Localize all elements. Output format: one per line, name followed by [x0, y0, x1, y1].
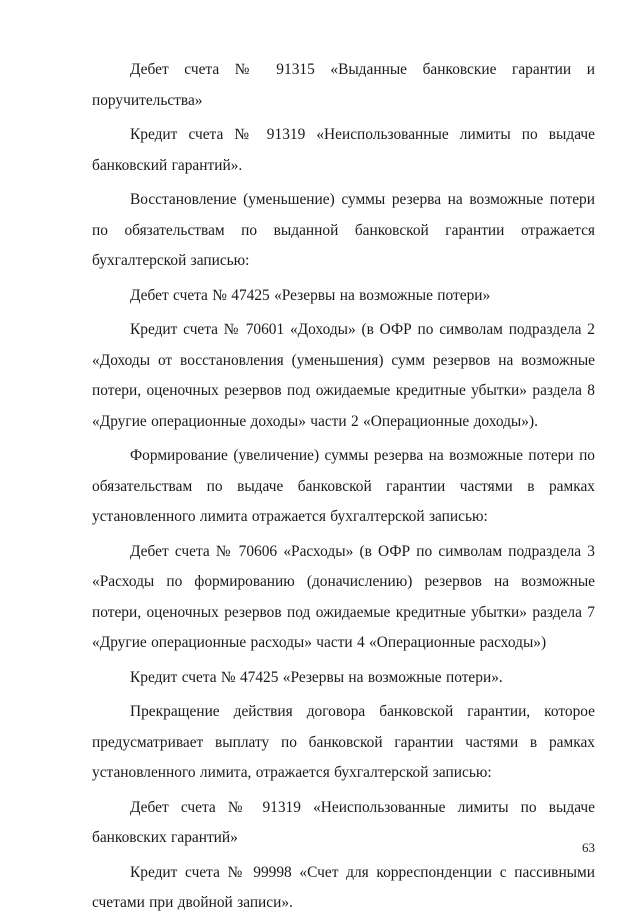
paragraph: Восстановление (уменьшение) суммы резерва на возможные потери по обязательствам по выданной банковской гарантии отражается бухгалтерской записью: [92, 191, 595, 269]
page-number: 63 [582, 840, 595, 855]
paragraph: Кредит счета № 99998 «Счет для корреспонденции с пассивными счетами при двойной записи». [92, 863, 595, 911]
paragraph: Формирование (увеличение) суммы резерва на возможные потери по обязательствам по выдаче банковской гарантии частями в рамках установленного лимита отражается бухгалтерской записью: [92, 447, 595, 525]
paragraph: Дебет счета № 70606 «Расходы» (в ОФР по символам подраздела 3 «Расходы по формированию (доначислению) резервов на возможные потери, оценочных резервов под ожидаемые кредитные убытки» раздела 7 «Другие операционные расходы» части 4 «Операционные расходы») [92, 542, 595, 651]
document-body [92, 55, 595, 923]
paragraph: Дебет счета № 91319 «Неиспользованные лимиты по выдаче банковских гарантий» [92, 798, 595, 846]
paragraph: Дебет счета № 47425 «Резервы на возможные потери» [130, 286, 491, 304]
paragraph: Кредит счета № 47425 «Резервы на возможные потери». [130, 668, 503, 686]
paragraph: Кредит счета № 91319 «Неиспользованные лимиты по выдаче банковский гарантий». [92, 126, 595, 174]
paragraph: Дебет счета № 91315 «Выданные банковские гарантии и поручительства» [92, 61, 595, 109]
paragraph: Прекращение действия договора банковской гарантии, которое предусматривает выплату по банковской гарантии частями в рамках установленного лимита, отражается бухгалтерской записью: [92, 703, 595, 781]
paragraph: Кредит счета № 70601 «Доходы» (в ОФР по символам подраздела 2 «Доходы от восстановления (уменьшения) сумм резервов на возможные потери, оценочных резервов под ожидаемые кредитные убытки» раздела 8 «Другие операционные доходы» части 2 «Операционные доходы»). [92, 321, 595, 430]
